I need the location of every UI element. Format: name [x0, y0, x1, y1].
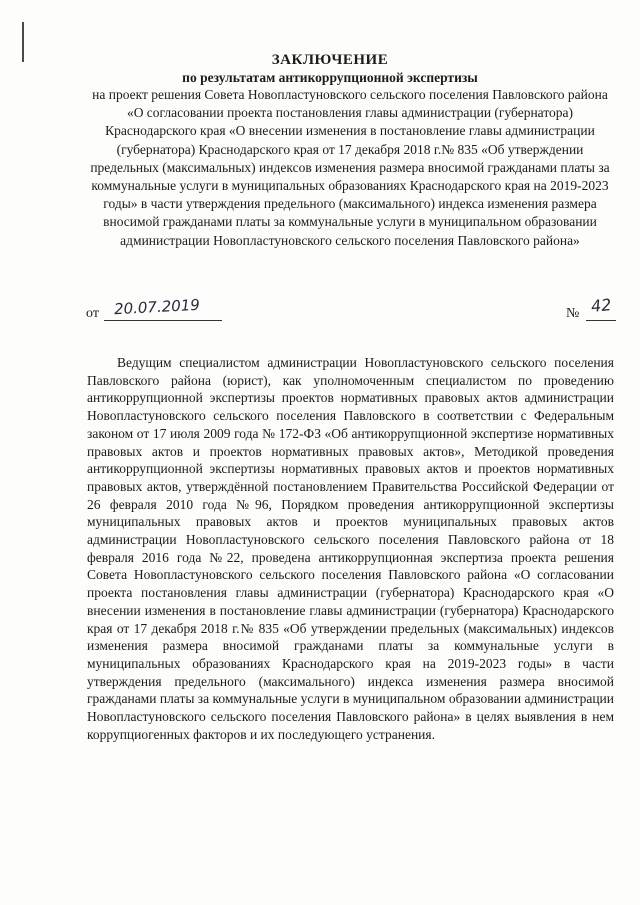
document-subtitle: по результатам антикоррупционной экспертизы: [182, 70, 478, 85]
number-label: №: [566, 306, 580, 321]
number-underline: [586, 320, 616, 321]
body-paragraph: Ведущим специалистом администрации Новопластуновского сельского поселения Павловского района (юрист), как уполномоченным специалистом по проведению антикоррупционной экспертизы проектов нормативных правовых актов администрации Новопластуновского сельского поселения Павловского в соответствии с Федеральным законом от 17 июля 2009 года № 172-ФЗ «Об антикоррупционной экспертизе нормативных правовых актов и проектов нормативных правовых актов», Методикой проведения антикоррупционной экспертизы нормативных правовых актов и проектов нормативных правовых актов, утверждённой постановлением Правительства Российской Федерации от 26 февраля 2010 года №96, Порядком проведения антикоррупционной экспертизы муниципальных правовых актов и проектов муниципальных правовых актов администрации Новопластуновского сельского поселения Павловского района от 18 февраля 2016 года №22, проведена антикоррупционная экспертиза проекта решения Совета Новопластуновского сельского поселения Павловского района «О согласовании проекта постановления главы администрации (губернатора) Краснодарского края «О внесении изменения в постановление главы администрации (губернатора) Краснодарского края от 17 декабря 2018 г.№ 835 «Об утверждении предельных (максимальных) индексов изменения размера вносимой гражданами платы за коммунальные услуги в муниципальных образованиях Краснодарского края на 2019-2023 годы» в части утверждения предельного (максимального) индекса изменения размера вносимой гражданами платы за коммунальные услуги в муниципальном образовании администрации Новопластуновского сельского поселения Павловского района» в целях выявления в нем коррупциогенных факторов и их последующего устранения.: [87, 355, 614, 742]
handwritten-date: 20.07.2019: [113, 295, 201, 319]
document-heading: на проект решения Совета Новопластуновского сельского поселения Павловского района «О согласовании проекта постановления главы администрации (губернатора) Краснодарского края «О внесении изменения в постановление главы администрации (губернатора) Краснодарского края от 17 декабря 2018 г.№ 835 «Об утверждении предельных (максимальных) индексов изменения размера вносимой гражданами платы за коммунальные услуги в муниципальных образованиях Краснодарского края на 2019-2023 годы» в части утверждения предельного (максимального) индекса изменения размера вносимой гражданами платы за коммунальные услуги в муниципальном образовании администрации Новопластуновского сельского поселения Павловского района»: [90, 87, 610, 248]
date-underline: [104, 320, 222, 321]
date-label: от: [86, 306, 99, 321]
date-number-row: [86, 296, 616, 326]
document-title: ЗАКЛЮЧЕНИЕ: [271, 52, 389, 68]
handwritten-number: 42: [590, 294, 613, 317]
